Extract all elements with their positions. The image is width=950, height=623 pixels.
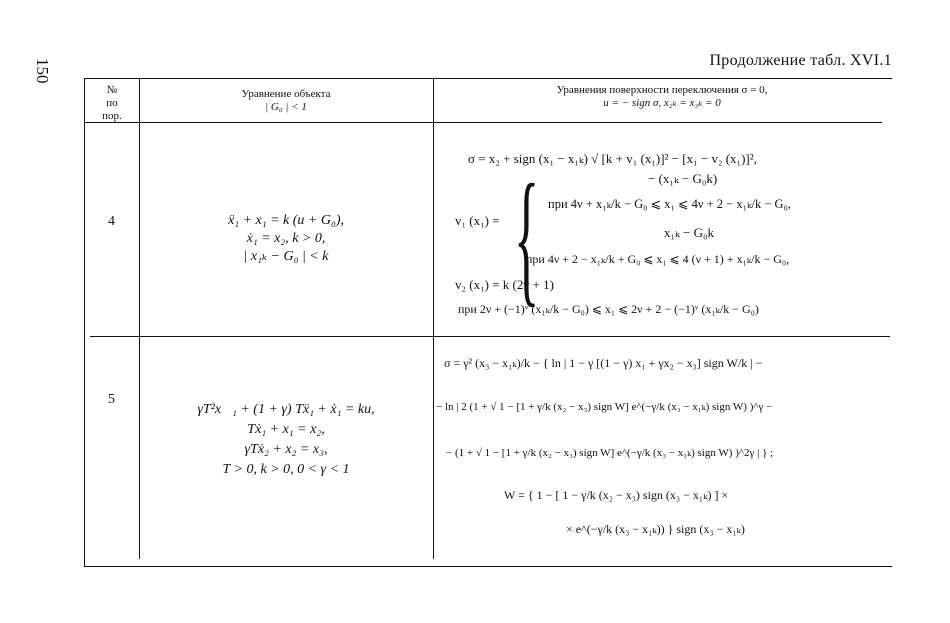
row-4-surface-v2-condition: при 2ν + (−1)ᵛ (x₁ₖ/k − G₀) ⩽ x₁ ⩽ 2ν + 2 − (−1)ᵛ (x₁ₖ/k − G₀) [458,302,759,316]
header-col-surface [434,84,890,110]
column-divider-1 [139,78,140,559]
row-5-surface-line1: σ = γ² (x₃ − x₁ₖ)/k − { ln | 1 − γ [(1 − γ) x₁ + γx₂ − x₃] sign W/k | − [444,356,763,370]
row-4-object-line3: | x₁ₖ − G₀ | < k [243,249,329,264]
row-5-surface-line3: − (1 + √ 1 − [1 + γ/k (x₂ − x₃) sign W] e^(−γ/k (x₃ − x₁ₖ) sign W) )^2γ | } ; [446,447,774,459]
header-col-number-line2: по [106,97,118,109]
row-5-surface-w-line1: W = { 1 − [ 1 − γ/k (x₂ − x₃) sign (x₃ − x₁ₖ) ] × [504,488,729,502]
header-bottom-rule-right [434,122,882,123]
header-col-number-line3: пор. [102,110,122,122]
header-col-number [86,84,138,123]
row-4-surface-case1-b: при 4ν + x₁ₖ/k − G₀ ⩽ x₁ ⩽ 4ν + 2 − x₁ₖ/k − G₀, [548,197,792,211]
running-title: Продолжение табл. XVI.1 [709,52,892,69]
page-number: 150 [33,58,52,84]
row-4-object-equations [140,212,432,266]
header-col-object [140,88,432,114]
table-top-rule [84,78,892,79]
row-4-surface-v1-label: v₁ (x₁) = [455,213,500,228]
row-4-surface-case2-b: при 4ν + 2 − x₁ₖ/k + G₀ ⩽ x₁ ⩽ 4 (ν + 1) + x₁ₖ/k − G₀, [526,252,790,266]
header-col-object-line1: Уравнение объекта [241,88,331,100]
row-4-surface-case2-a: x₁ₖ − G₀k [664,225,715,240]
row-5-number: 5 [108,392,115,407]
row-4-object-line1: ẍ₁ + x₁ = k (u + G₀), [227,213,345,228]
column-divider-2 [433,78,434,559]
row-4-number: 4 [108,214,115,229]
row-4-surface-sigma: σ = x₂ + sign (x₁ − x₁ₖ) √ [k + v₁ (x₁)]² − [x₁ − v₂ (x₁)]², [468,151,757,166]
row-5-object-line2: Tẋ₁ + x₁ = x₂, [247,422,325,437]
row-separator [90,336,890,337]
row-5-surface-w-line2: × e^(−γ/k (x₃ − x₁ₖ)) } sign (x₃ − x₁ₖ) [566,522,745,536]
row-5-surface-line2: − ln | 2 (1 + √ 1 − [1 + γ/k (x₂ − x₃) sign W] e^(−γ/k (x₃ − x₁ₖ) sign W) )^γ − [436,401,773,413]
row-4-object-line2: ẋ₁ = x₂, k > 0, [246,231,326,246]
row-4-surface-case1-a: − (x₁ₖ − G₀k) [648,171,718,186]
row-5-object-equations [140,400,432,480]
table-left-border [84,78,85,566]
header-col-surface-line2: u = − sign σ, x₂ₖ = x₃ₖ = 0 [603,97,721,109]
header-col-number-line1: № [106,84,118,96]
row-5-object-line4: T > 0, k > 0, 0 < γ < 1 [222,462,350,477]
row-5-object-line1: γT²x⃛₁ + (1 + γ) Tẍ₁ + ẋ₁ = ku, [197,402,375,417]
row-4-surface-v2: v₂ (x₁) = k (2ν + 1) [455,277,554,292]
row-5-object-line3: γTẋ₂ + x₂ = x₃, [244,442,328,457]
row-4-case-brace: { [514,154,540,320]
header-col-object-line2: | G₀ | < 1 [265,101,307,113]
table-bottom-rule [84,566,892,567]
header-col-surface-line1: Уравнения поверхности переключения σ = 0, [556,84,768,96]
